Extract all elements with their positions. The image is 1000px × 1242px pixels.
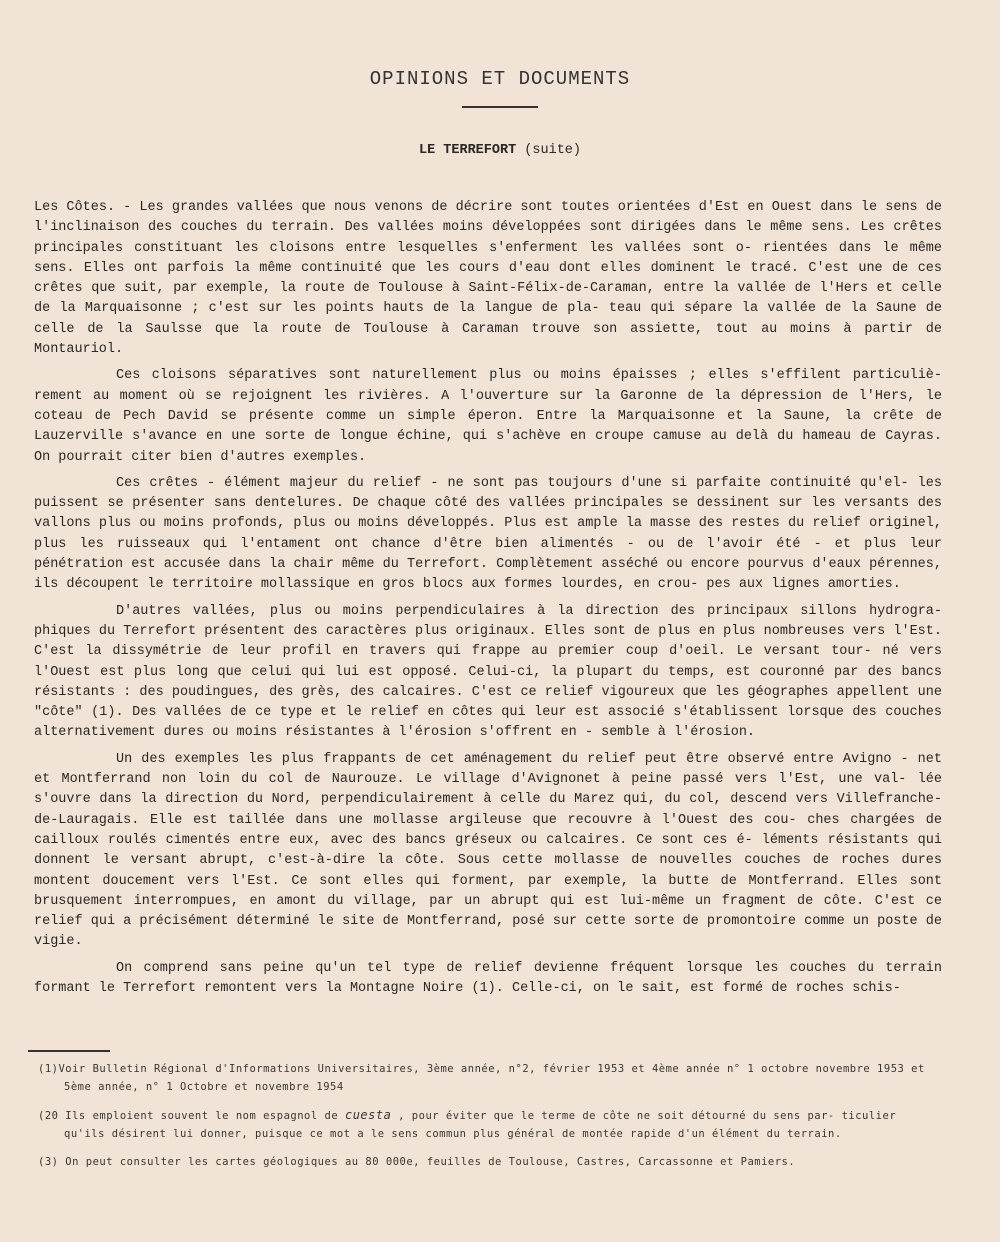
article-title-main: LE TERREFORT bbox=[418, 143, 517, 158]
footnote-text: (20 Ils emploient souvent le nom espagnol de bbox=[38, 1110, 345, 1122]
footnote bbox=[38, 1106, 938, 1143]
paragraph: Ces cloisons séparatives sont naturellement plus ou moins épaisses ; elles s'effilent particuliè- rement au moment où se rejoignent les rivières. A l'ouverture sur la Garonne de la dépression de l'Hers, le coteau de Pech David se présente comme un simple éperon. Entre la Marquaisonne et la Saune, la crête de Lauzerville s'avance en une sorte de longue échine, qui s'achève en croupe camuse au delà du hameau de Cayras. On pourrait citer bien d'autres exemples. bbox=[34, 368, 942, 465]
article-title-suffix: (suite) bbox=[524, 143, 582, 158]
footnote-italic-term: cuesta bbox=[344, 1108, 392, 1122]
title-underline bbox=[462, 106, 538, 108]
article-title bbox=[0, 143, 1000, 158]
footnote-text: , pour éviter que le terme de côte ne soit détourné du sens par- ticulier qu'ils désirent lui donner, puisque ce mot a le sens commun plus général de montée rapide d'un élément du terrain. bbox=[64, 1110, 897, 1140]
footnote: (3) On peut consulter les cartes géologiques au 80 000e, feuilles de Toulouse, Castres, Carcassonne et Pamiers. bbox=[38, 1156, 796, 1168]
article-body bbox=[34, 198, 942, 1005]
paragraph: Les Côtes. - Les grandes vallées que nous venons de décrire sont toutes orientées d'Est en Ouest dans le sens de l'inclinaison des couches du terrain. Des vallées moins développées sont dirigées dans le même sens. Les crêtes principales constituant les cloisons entre lesquelles s'enferment les vallées sont o- rientées dans le même sens. Elles ont parfois la même continuité que les cours d'eau dont elles dominent le tracé. C'est une de ces crêtes que suit, par exemple, la route de Toulouse à Saint-Félix-de-Caraman, entre la vallée de l'Hers et celle de la Marquaisonne ; c'est sur les points hauts de la langue de pla- teau qui sépare la vallée de la Saune de celle de la Saulsse que la route de Toulouse à Caraman trouve son assiette, tout au moins à partir de Montauriol. bbox=[34, 200, 942, 358]
page-header bbox=[0, 68, 1000, 108]
paragraph: On comprend sans peine qu'un tel type de relief devienne fréquent lorsque les couches du terrain formant le Terrefort remontent vers la Montagne Noire (1). Celle-ci, on le sait, est formé de roches schis- bbox=[34, 960, 942, 996]
paragraph: D'autres vallées, plus ou moins perpendiculaires à la direction des principaux sillons hydrogra- phiques du Terrefort présentent des caractères plus originaux. Elles sont de plus en plus nombreuses vers l'Est. C'est la dissymétrie de leur profil en travers qui frappe au premier coup d'oeil. Le versant tour- né vers l'Ouest est plus long que celui qui lui est opposé. Celui-ci, la plupart du temps, est couronné par des bancs résistants : des poudingues, des grès, des calcaires. C'est ce relief vigoureux que les géographes appellent une "côte" (1). Des vallées de ce type et le relief en côtes qui leur est associé s'établissent lorsque des couches alternativement dures ou moins résistantes à l'érosion s'offrent en - semble à l'érosion. bbox=[34, 603, 942, 741]
paragraph: Ces crêtes - élément majeur du relief - ne sont pas toujours d'une si parfaite continuité qu'el- les puissent se présenter sans dentelures. De chaque côté des vallées principales se dessinent sur les versants des vallons plus ou moins profonds, plus ou moins développés. Plus est ample la masse des restes du relief originel, plus les ruisseaux qui l'entament ont chance d'être bien alimentés - ou de l'avoir été - et plus leur pénétration est accusée dans la chair même du Terrefort. Complètement asséché ou encore pourvus d'eaux pérennes, ils découpent le territoire mollassique en gros blocs aux formes lourdes, en crou- pes aux lignes amorties. bbox=[34, 475, 942, 593]
paragraph: Un des exemples les plus frappants de cet aménagement du relief peut être observé entre Avigno - net et Montferrand non loin du col de Naurouze. Le village d'Avignonet à peine passé vers l'Est, une val- lée s'ouvre dans la direction du Nord, perpendiculairement à celle du Marez qui, du col, descend vers Villefranche-de-Lauragais. Elle est taillée dans une mollasse argileuse que recouvre à l'Ouest des cou- ches chargées de cailloux roulés cimentés entre eux, avec des bancs gréseux ou calcaires. Ce sont ces é- léments résistants qui donnent le versant abrupt, c'est-à-dire la côte. Sous cette mollasse de nouvelles couches de roches dures montent doucement vers l'Est. Ce sont elles qui forment, par exemple, la butte de Montferrand. Elles sont brusquement interrompues, en amont du village, par un abrupt qui est lui-même un fragment de côte. C'est ce relief qui a précisément déterminé le site de Montferrand, posé sur cette sorte de promontoire comme un poste de vigie. bbox=[34, 751, 942, 950]
section-title: OPINIONS ET DOCUMENTS bbox=[369, 68, 631, 90]
footnotes bbox=[38, 1060, 938, 1181]
footnote: (1)Voir Bulletin Régional d'Informations Universitaires, 3ème année, n°2, février 1953 et 4ème année n° 1 octobre novembre 1953 et 5ème année, n° 1 Octobre et novembre 1954 bbox=[38, 1063, 925, 1093]
footnote-separator bbox=[28, 1050, 110, 1052]
